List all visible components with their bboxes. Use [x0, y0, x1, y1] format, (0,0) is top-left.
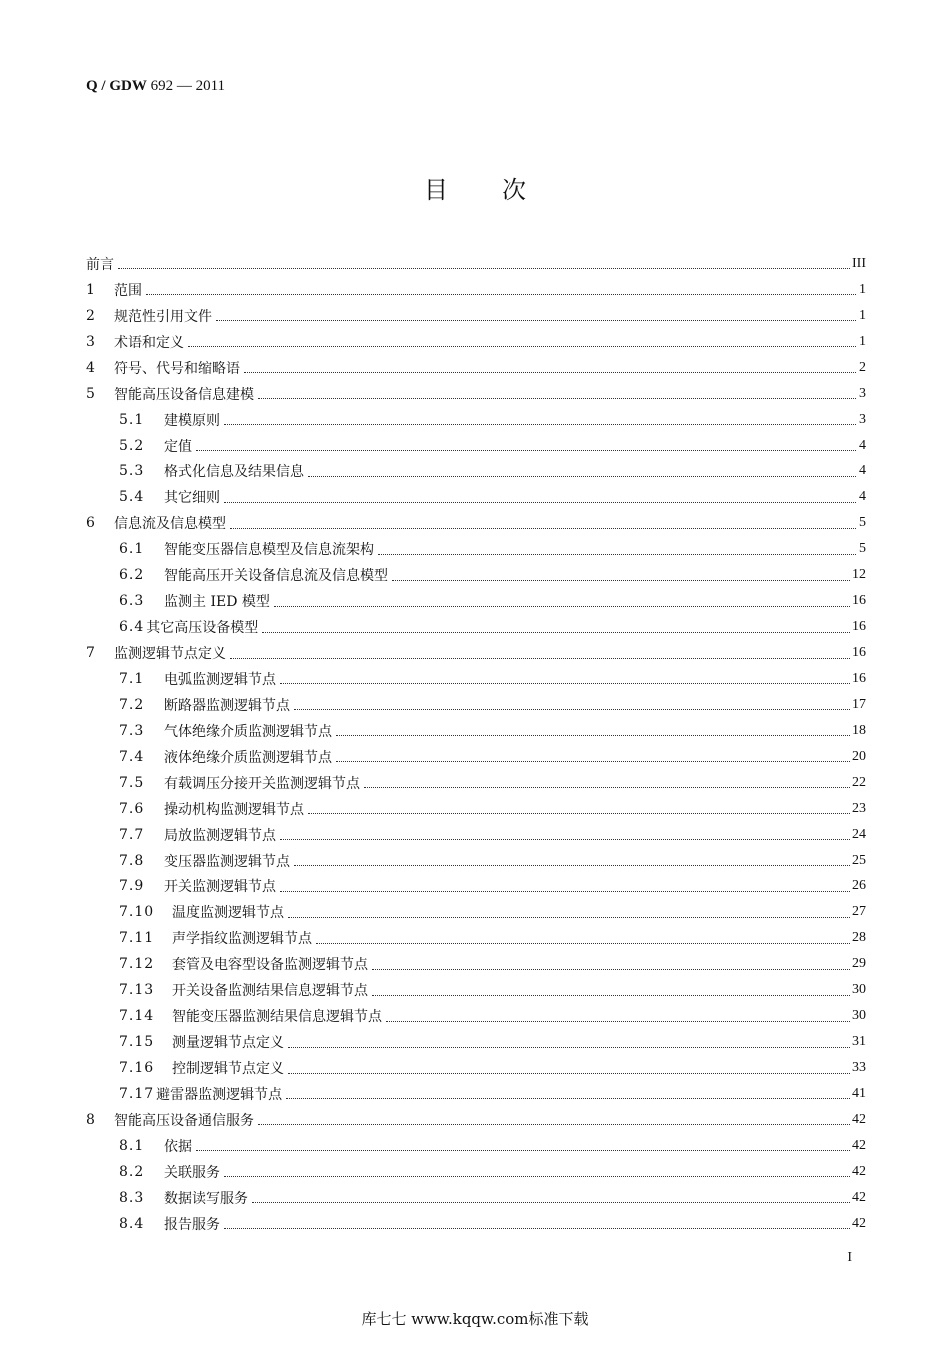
toc-entry-title: 智能变压器监测结果信息逻辑节点 [172, 1009, 382, 1026]
toc-entry-label [119, 1136, 194, 1156]
dot-leader [294, 709, 850, 710]
toc-entry-page: 28 [852, 930, 866, 946]
toc-entry[interactable] [86, 355, 866, 381]
toc-entry-label [119, 721, 334, 741]
toc-entry-page: 3 [859, 411, 866, 427]
toc-entry-title: 关联服务 [164, 1164, 220, 1181]
toc-entry[interactable] [86, 1029, 866, 1055]
dot-leader [280, 683, 850, 684]
toc-entry[interactable] [86, 614, 866, 640]
toc-entry-title: 液体绝缘介质监测逻辑节点 [164, 749, 332, 766]
toc-entry-title: 监测逻辑节点定义 [114, 646, 226, 663]
toc-entry-title: 建模原则 [164, 412, 220, 429]
toc-entry-label [86, 643, 228, 663]
toc-entry-page: 20 [852, 748, 866, 764]
toc-entry-page: 5 [859, 541, 866, 557]
page-number: I [847, 1250, 852, 1265]
toc-entry-label [119, 1084, 284, 1104]
dot-leader [274, 606, 850, 607]
dot-leader [230, 528, 856, 529]
toc-entry-page: 4 [859, 437, 866, 453]
toc-entry-page: 24 [852, 826, 866, 842]
toc-entry-number: 5.2 [119, 437, 145, 454]
toc-entry-title: 控制逻辑节点定义 [172, 1061, 284, 1078]
toc-entry-page: 23 [852, 800, 866, 816]
toc-entry-page: 17 [852, 696, 866, 712]
toc-entry-label [119, 851, 292, 871]
toc-entry-number: 7.9 [119, 878, 145, 895]
toc-entry-label [119, 410, 222, 430]
toc-entry-page: 1 [859, 281, 866, 297]
toc-entry-label [119, 1058, 286, 1078]
toc-entry-page: 18 [852, 722, 866, 738]
toc-entry-number: 7.16 [119, 1060, 155, 1077]
toc-entry[interactable] [86, 848, 866, 874]
toc-entry[interactable] [86, 822, 866, 848]
toc-entry-title: 温度监测逻辑节点 [172, 905, 284, 922]
toc-entry-title: 测量逻辑节点定义 [172, 1035, 284, 1052]
toc-entry-number: 6.4 [119, 619, 145, 636]
toc-entry-title: 避雷器监测逻辑节点 [156, 1086, 283, 1103]
toc-entry-title: 范围 [114, 282, 142, 299]
toc-entry-number: 7.1 [119, 670, 145, 687]
dot-leader [230, 658, 850, 659]
toc-entry[interactable] [86, 459, 866, 485]
dot-leader [146, 294, 856, 295]
standard-number: 692 — 2011 [146, 78, 226, 94]
dot-leader [392, 580, 850, 581]
toc-entry-title: 变压器监测逻辑节点 [164, 853, 290, 870]
title-char-1: 目 [424, 176, 448, 204]
toc-entry-page: 26 [852, 878, 866, 894]
page-title [0, 170, 950, 205]
toc-entry-label [119, 591, 272, 611]
dot-leader [262, 632, 850, 633]
toc-entry-label [119, 799, 306, 819]
toc-entry-page: 16 [852, 619, 866, 635]
toc-entry-label [119, 1214, 222, 1234]
toc-entry[interactable] [86, 329, 866, 355]
toc-entry[interactable] [86, 977, 866, 1003]
toc-entry-number: 7.11 [119, 930, 155, 947]
dot-leader [294, 865, 850, 866]
dot-leader [364, 787, 850, 788]
toc-entry[interactable] [86, 640, 866, 666]
toc-entry-page: 30 [852, 1008, 866, 1024]
toc-entry[interactable] [86, 303, 866, 329]
toc-entry-number: 7.3 [119, 722, 145, 739]
toc-entry-label [86, 280, 144, 300]
toc-entry-label [86, 254, 116, 274]
toc-entry-title: 智能高压设备信息建模 [114, 386, 254, 403]
dot-leader [258, 398, 856, 399]
dot-leader [316, 943, 850, 944]
toc-entry-label [119, 565, 390, 585]
toc-entry-label [86, 306, 214, 326]
toc-entry-number: 5.4 [119, 489, 145, 506]
dot-leader [378, 554, 856, 555]
dot-leader [286, 1098, 850, 1099]
toc-entry-title: 气体绝缘介质监测逻辑节点 [164, 723, 332, 740]
toc-entry-page: 42 [852, 1215, 866, 1231]
toc-entry-number: 7.15 [119, 1034, 155, 1051]
toc-entry-number: 6.3 [119, 593, 145, 610]
toc-entry-number: 7 [86, 645, 95, 662]
toc-entry-title: 智能变压器信息模型及信息流架构 [164, 542, 374, 559]
toc-entry-number: 7.12 [119, 956, 155, 973]
toc-entry-number: 7.5 [119, 774, 145, 791]
toc-entry[interactable] [86, 277, 866, 303]
toc-entry-title: 监测主 IED 模型 [164, 594, 270, 611]
toc-entry[interactable] [86, 251, 866, 277]
toc-entry-label [119, 773, 362, 793]
toc-entry[interactable] [86, 1159, 866, 1185]
toc-entry-number: 5.1 [119, 411, 145, 428]
toc-entry-page: 12 [852, 567, 866, 583]
toc-entry[interactable] [86, 951, 866, 977]
toc-entry-page: 25 [852, 852, 866, 868]
toc-entry-page: 16 [852, 670, 866, 686]
toc-entry-number: 7.10 [119, 904, 155, 921]
toc-entry-page: 2 [859, 359, 866, 375]
toc-entry-label [119, 747, 334, 767]
toc-entry-number: 7.8 [119, 852, 145, 869]
dot-leader [196, 450, 856, 451]
dot-leader [308, 476, 856, 477]
toc-entry-title: 操动机构监测逻辑节点 [164, 801, 304, 818]
dot-leader [336, 735, 850, 736]
dot-leader [372, 995, 850, 996]
toc-entry-number: 8.3 [119, 1189, 145, 1206]
toc-entry[interactable] [86, 1081, 866, 1107]
toc-entry-label [86, 1110, 256, 1130]
toc-entry-page: 29 [852, 956, 866, 972]
toc-entry[interactable] [86, 510, 866, 536]
toc-entry-page: 42 [852, 1137, 866, 1153]
toc-entry-title: 局放监测逻辑节点 [164, 827, 276, 844]
toc-entry-label [119, 825, 278, 845]
toc-entry-number: 7.14 [119, 1008, 155, 1025]
dot-leader [288, 917, 850, 918]
dot-leader [196, 1150, 850, 1151]
dot-leader [308, 813, 850, 814]
toc-entry-number: 7.17 [119, 1085, 155, 1102]
toc-entry-title: 格式化信息及结果信息 [164, 464, 304, 481]
toc-entry[interactable] [86, 925, 866, 951]
toc-entry[interactable] [86, 407, 866, 433]
toc-entry-page: 4 [859, 463, 866, 479]
toc-entry-title: 术语和定义 [114, 334, 184, 351]
dot-leader [224, 502, 856, 503]
toc-entry-page: 33 [852, 1060, 866, 1076]
dot-leader [386, 1021, 850, 1022]
toc-entry[interactable] [86, 899, 866, 925]
dot-leader [224, 1176, 850, 1177]
toc-entry-page: 4 [859, 489, 866, 505]
dot-leader [252, 1202, 850, 1203]
toc-entry[interactable] [86, 1211, 866, 1237]
toc-entry-number: 8.1 [119, 1137, 145, 1154]
toc-entry-label [119, 487, 222, 507]
toc-entry-page: 31 [852, 1034, 866, 1050]
toc-entry[interactable] [86, 666, 866, 692]
toc-entry-number: 7.2 [119, 696, 145, 713]
toc-entry-page: 22 [852, 774, 866, 790]
toc-entry-label [119, 1006, 384, 1026]
toc-entry-title: 开关监测逻辑节点 [164, 879, 276, 896]
toc-entry-page: 27 [852, 904, 866, 920]
toc-entry-title: 开关设备监测结果信息逻辑节点 [172, 983, 368, 1000]
toc-entry-page: 41 [852, 1085, 866, 1101]
toc-entry-title: 有载调压分接开关监测逻辑节点 [164, 775, 360, 792]
toc-entry-label [119, 1032, 286, 1052]
toc-entry-page: 5 [859, 515, 866, 531]
toc-entry-title: 智能高压开关设备信息流及信息模型 [164, 568, 388, 585]
toc-entry-number: 5 [86, 385, 95, 402]
footer-watermark: 库七七 www.kqqw.com标准下载 [361, 1310, 589, 1328]
dot-leader [258, 1124, 850, 1125]
toc-entry[interactable] [86, 484, 866, 510]
toc-entry[interactable] [86, 1107, 866, 1133]
toc-entry-page: 30 [852, 982, 866, 998]
toc-entry-number: 3 [86, 333, 95, 350]
toc-entry-number: 8 [86, 1111, 95, 1128]
toc-entry-label [119, 980, 370, 1000]
toc-entry[interactable] [86, 718, 866, 744]
toc-entry-title: 数据读写服务 [164, 1190, 248, 1207]
table-of-contents [86, 251, 866, 1237]
toc-entry-label [119, 1188, 250, 1208]
toc-entry-number: 7.6 [119, 800, 145, 817]
toc-entry-label [119, 539, 376, 559]
toc-entry-title: 智能高压设备通信服务 [114, 1112, 254, 1129]
toc-entry-title: 规范性引用文件 [114, 308, 212, 325]
toc-entry-label [119, 436, 194, 456]
toc-entry-title: 声学指纹监测逻辑节点 [172, 931, 312, 948]
toc-entry-page: 42 [852, 1189, 866, 1205]
toc-entry-page: 1 [859, 333, 866, 349]
toc-entry-number: 4 [86, 359, 95, 376]
toc-entry-number: 8.4 [119, 1215, 145, 1232]
dot-leader [372, 969, 850, 970]
dot-leader [118, 268, 850, 269]
toc-entry[interactable] [86, 536, 866, 562]
toc-entry-label [86, 513, 228, 533]
dot-leader [280, 839, 850, 840]
document-header [86, 78, 225, 95]
toc-entry[interactable] [86, 770, 866, 796]
toc-entry-title: 断路器监测逻辑节点 [164, 697, 290, 714]
toc-entry-label [86, 358, 242, 378]
toc-entry-label [119, 695, 292, 715]
toc-entry[interactable] [86, 381, 866, 407]
toc-entry[interactable] [86, 796, 866, 822]
toc-entry-label [119, 954, 370, 974]
toc-entry-number: 7.7 [119, 826, 145, 843]
toc-entry-number: 6.1 [119, 541, 145, 558]
dot-leader [224, 424, 856, 425]
toc-entry-page: 3 [859, 385, 866, 401]
toc-entry-number: 5.3 [119, 463, 145, 480]
toc-entry-label [86, 384, 256, 404]
toc-entry-title: 报告服务 [164, 1216, 220, 1233]
dot-leader [224, 1228, 850, 1229]
dot-leader [244, 372, 856, 373]
toc-entry[interactable] [86, 744, 866, 770]
toc-entry-label [119, 669, 278, 689]
toc-entry[interactable] [86, 874, 866, 900]
toc-entry[interactable] [86, 1003, 866, 1029]
toc-entry-label [119, 902, 286, 922]
toc-entry-title: 符号、代号和缩略语 [114, 360, 240, 377]
toc-entry-number: 7.13 [119, 982, 155, 999]
toc-entry[interactable] [86, 692, 866, 718]
dot-leader [336, 761, 850, 762]
toc-entry[interactable] [86, 1133, 866, 1159]
toc-entry-page: 1 [859, 307, 866, 323]
toc-entry-label [86, 332, 186, 352]
toc-entry-number: 8.2 [119, 1163, 145, 1180]
toc-entry-page: 42 [852, 1111, 866, 1127]
toc-entry-title: 其它细则 [164, 490, 220, 507]
dot-leader [280, 891, 850, 892]
toc-entry-title: 电弧监测逻辑节点 [164, 671, 276, 688]
toc-entry[interactable] [86, 433, 866, 459]
toc-entry[interactable] [86, 562, 866, 588]
toc-entry-number: 6 [86, 515, 95, 532]
dot-leader [288, 1047, 850, 1048]
toc-entry-label [119, 461, 306, 481]
toc-entry-title: 定值 [164, 438, 192, 455]
toc-entry-label [119, 876, 278, 896]
toc-entry-title: 其它高压设备模型 [146, 620, 259, 637]
toc-entry-title: 信息流及信息模型 [114, 516, 226, 533]
dot-leader [288, 1073, 850, 1074]
toc-entry-page: 42 [852, 1163, 866, 1179]
toc-entry[interactable] [86, 588, 866, 614]
toc-entry-number: 2 [86, 307, 95, 324]
toc-entry-page: 16 [852, 593, 866, 609]
toc-entry-label [119, 617, 260, 637]
toc-entry-label [119, 928, 314, 948]
toc-entry-number: 6.2 [119, 567, 145, 584]
toc-entry[interactable] [86, 1055, 866, 1081]
toc-entry-number: 7.4 [119, 748, 145, 765]
dot-leader [216, 320, 856, 321]
toc-entry-number: 1 [86, 281, 95, 298]
toc-entry-title: 前言 [86, 256, 114, 273]
toc-entry-label [119, 1162, 222, 1182]
toc-entry-title: 套管及电容型设备监测逻辑节点 [172, 957, 368, 974]
toc-entry-title: 依据 [164, 1138, 192, 1155]
dot-leader [188, 346, 856, 347]
toc-entry[interactable] [86, 1185, 866, 1211]
standard-prefix: Q / GDW [86, 78, 147, 94]
toc-entry-page: III [852, 255, 866, 271]
title-char-2: 次 [502, 176, 526, 204]
toc-entry-page: 16 [852, 645, 866, 661]
